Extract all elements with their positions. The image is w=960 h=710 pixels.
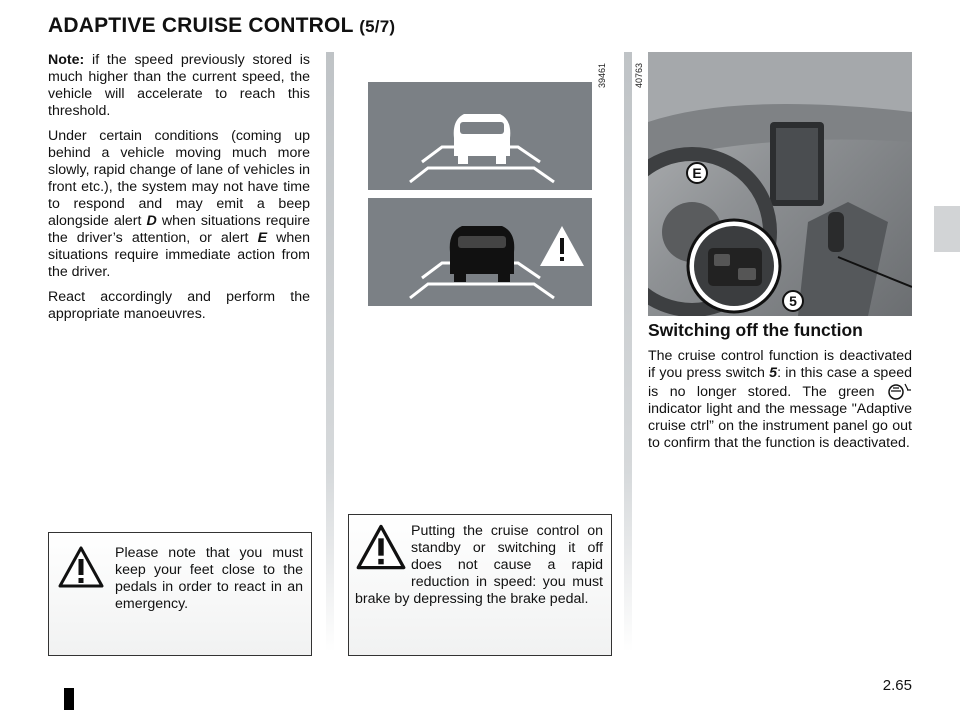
note-label: Note: [48, 52, 85, 68]
label-e: E [686, 162, 708, 184]
warning-box-middle [348, 514, 612, 656]
corner-mark [64, 688, 74, 710]
car-ahead-alert-graphic [368, 198, 592, 306]
note-text: if the speed previously stored is much higher than the current speed, the vehicle will accelerate to reach this threshold. [48, 52, 310, 119]
warning-text-left: Please note that you must keep your feet close to the pedals in order to react in an emergency. [115, 545, 303, 612]
note-paragraph [48, 52, 310, 120]
react-paragraph: React accordingly and perform the appropriate manoeuvres. [48, 289, 310, 322]
alert-panel-top [368, 82, 592, 190]
dashboard-photo [648, 52, 912, 316]
conditions-text-b: when situations require the driver’s attention, or alert [48, 213, 310, 246]
dashboard-illustration [648, 52, 912, 316]
chapter-tab [934, 206, 960, 252]
cruise-control-indicator-icon [886, 382, 912, 400]
column-rule-right [624, 52, 632, 652]
column-rule-left [326, 52, 334, 652]
float-spacer [355, 523, 411, 581]
switch-off-paragraph [648, 348, 912, 452]
figure-id-right: 40763 [634, 62, 644, 88]
figure-id-middle: 39461 [597, 62, 607, 88]
conditions-text-a: Under certain conditions (coming up behind a vehicle moving much more slowly, rapid change of lane of vehicles in front etc.), the system may not have time to respond and may emit a beep alongside alert [48, 128, 310, 229]
title-text: ADAPTIVE CRUISE CONTROL [48, 14, 354, 37]
alert-panel-bottom [368, 198, 592, 306]
page-number: 2.65 [882, 677, 912, 694]
warning-text-middle [355, 523, 603, 608]
switch-number: 5 [769, 365, 778, 381]
conditions-paragraph [48, 128, 310, 281]
label-switch-5: 5 [782, 290, 804, 312]
car-ahead-outline-graphic [368, 82, 592, 190]
page-title [48, 14, 395, 38]
alert-e: E [257, 230, 268, 246]
warning-triangle-icon [57, 545, 105, 589]
alert-d: D [146, 213, 157, 229]
conditions-text-c: when situations require immediate action from the driver. [48, 230, 310, 280]
switch-off-text-c: indicator light and the message "Adaptive cruise ctrl” on the instrument panel go out to confirm that the function is deactivated. [648, 401, 912, 451]
warning-box-left [48, 532, 312, 656]
title-section: (5/7) [359, 17, 396, 36]
warning-text-middle-content: Putting the cruise control on standby or switching it off does not cause a rapid reduction in speed: you must brake by depressing the brake pedal. [355, 523, 603, 607]
switch-off-text-b: : in this case a speed is no longer stored. The green [648, 365, 912, 400]
section-heading: Switching off the function [648, 320, 863, 340]
switch-off-text-a: The cruise control function is deactivated if you press switch [648, 348, 912, 381]
right-column-text [648, 348, 912, 460]
left-column-text [48, 52, 310, 331]
